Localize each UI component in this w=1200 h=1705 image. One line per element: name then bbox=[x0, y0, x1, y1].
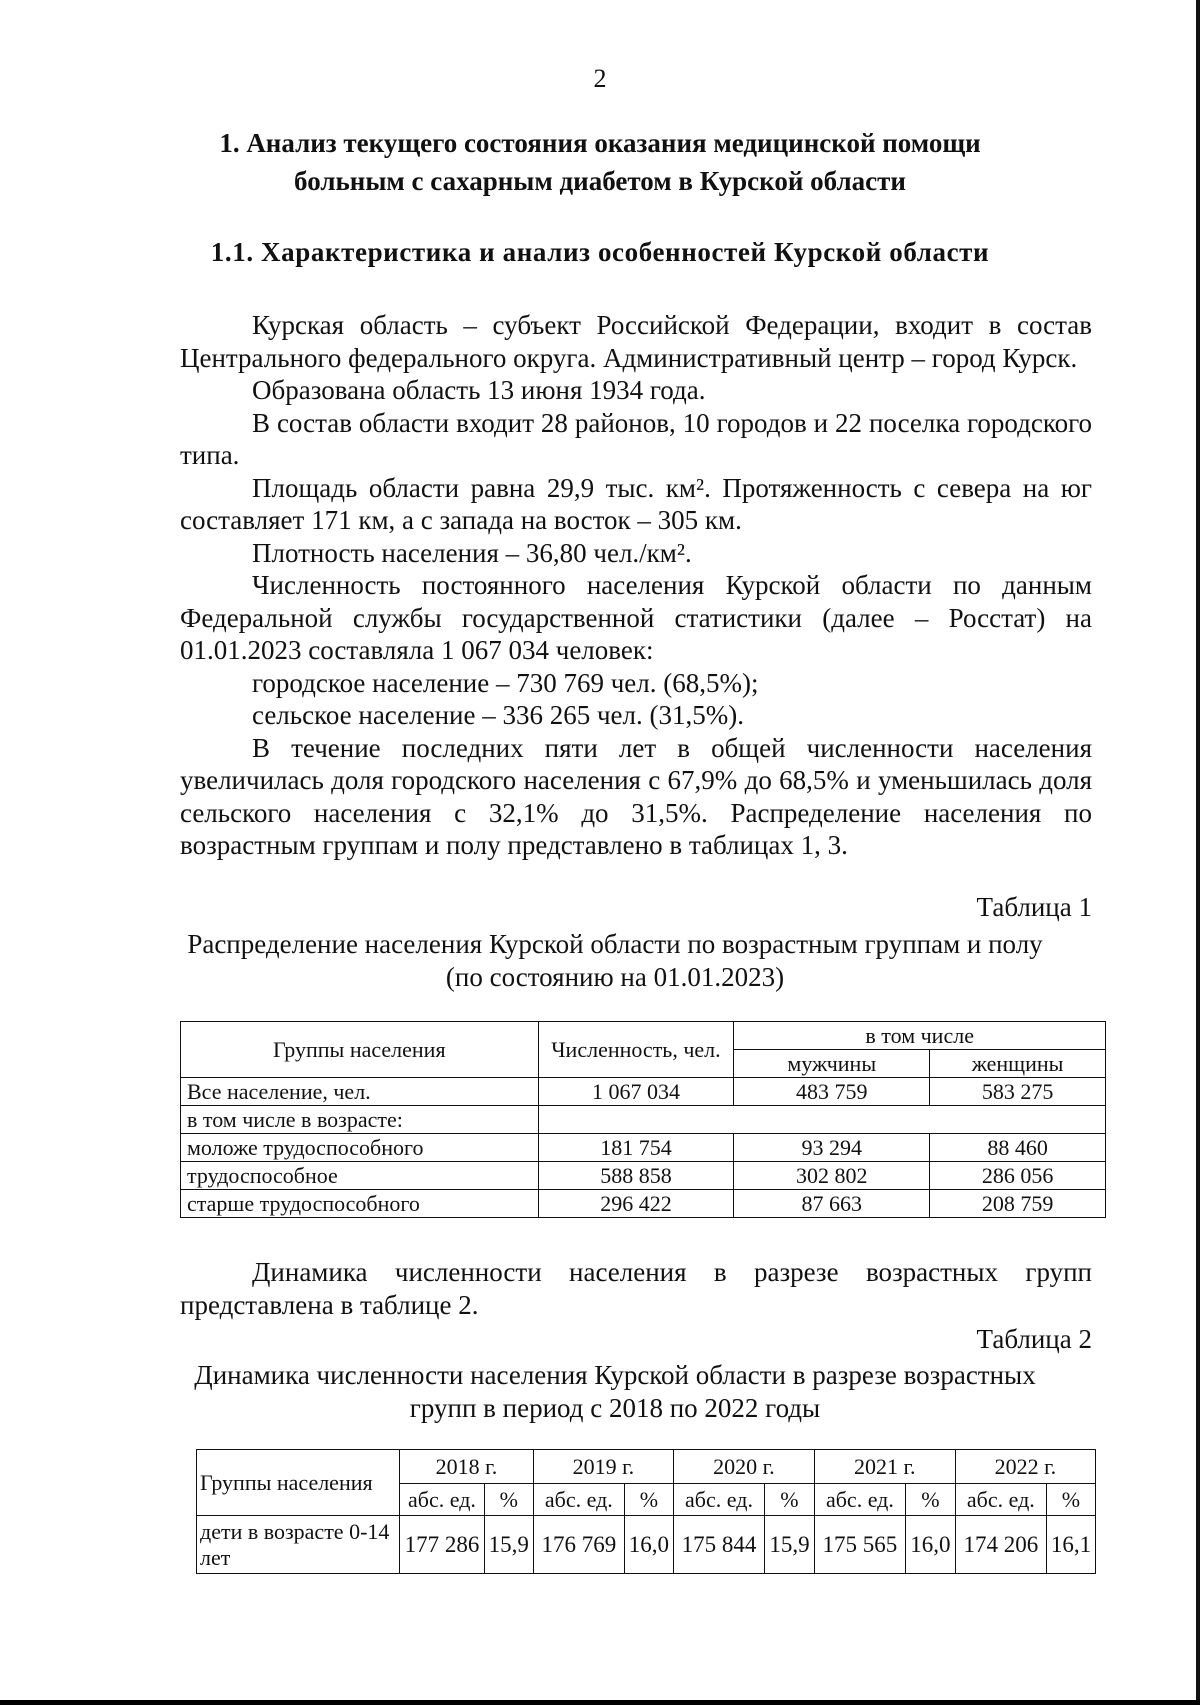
table-header-cell: абс. ед. bbox=[533, 1484, 624, 1516]
paragraph: Динамика численности населения в разрезе возрастных групп представлена в таблице 2. bbox=[180, 1257, 1092, 1320]
table-cell: 16,0 bbox=[906, 1516, 956, 1574]
table-cell: 483 759 bbox=[734, 1078, 930, 1106]
table-row bbox=[181, 1078, 1106, 1106]
table-cell: дети в возрасте 0-14 лет bbox=[197, 1516, 400, 1574]
table-header-cell: % bbox=[765, 1484, 815, 1516]
paragraph: Численность постоянного населения Курской области по данным Федеральной службы государственной статистики (далее – Росстат) на 01.01.2023 составляла 1 067 034 человек: bbox=[180, 570, 1092, 665]
scan-edge-bottom bbox=[0, 1700, 1200, 1705]
paragraph: Площадь области равна 29,9 тыс. км². Протяженность с севера на юг составляет 171 км, а с запада на восток – 305 км. bbox=[180, 472, 1092, 535]
table-cell: старше трудоспособного bbox=[181, 1190, 539, 1218]
table-header-cell: абс. ед. bbox=[673, 1484, 764, 1516]
section-heading-line-1: 1. Анализ текущего состояния оказания медицинской помощи bbox=[219, 128, 981, 158]
table-cell: 174 206 bbox=[955, 1516, 1046, 1574]
table-cell: 16,1 bbox=[1046, 1516, 1095, 1574]
paragraph: Образована область 13 июня 1934 года. bbox=[252, 375, 706, 405]
table-cell: 175 844 bbox=[673, 1516, 764, 1574]
table-cell: 15,9 bbox=[484, 1516, 533, 1574]
paragraph: городское население – 730 769 чел. (68,5%); bbox=[252, 667, 759, 698]
table-1-caption bbox=[150, 928, 1080, 994]
table-1-label: Таблица 1 bbox=[976, 892, 1092, 922]
table-cell: 176 769 bbox=[533, 1516, 624, 1574]
table-2-label: Таблица 2 bbox=[976, 1324, 1092, 1354]
scan-edge-right bbox=[1196, 0, 1200, 1705]
table-cell: трудоспособное bbox=[181, 1162, 539, 1190]
table-row bbox=[181, 1134, 1106, 1162]
table-cell: 583 275 bbox=[930, 1078, 1106, 1106]
table-header-cell: в том числе bbox=[734, 1022, 1106, 1050]
table-cell: 177 286 bbox=[400, 1516, 485, 1574]
table-cell: Все население, чел. bbox=[181, 1078, 539, 1106]
table-cell: 1 067 034 bbox=[538, 1078, 734, 1106]
table-cell: в том числе в возрасте: bbox=[181, 1106, 539, 1134]
table-cell: 286 056 bbox=[930, 1162, 1106, 1190]
table-2-caption-line-2: групп в период с 2018 по 2022 годы bbox=[409, 1393, 821, 1423]
table-header-cell: % bbox=[484, 1484, 533, 1516]
table-1-caption-line-2: (по состоянию на 01.01.2023) bbox=[445, 962, 785, 992]
table-cell: 16,0 bbox=[624, 1516, 673, 1574]
age-dynamics-table bbox=[196, 1449, 1096, 1574]
table-header-cell: 2019 г. bbox=[533, 1450, 673, 1484]
body-text-middle bbox=[180, 1256, 1092, 1321]
table-header-cell: абс. ед. bbox=[814, 1484, 905, 1516]
table-header-cell: 2018 г. bbox=[400, 1450, 534, 1484]
table-cell: 302 802 bbox=[734, 1162, 930, 1190]
paragraph: В состав области входит 28 районов, 10 городов и 22 поселка городского типа. bbox=[180, 407, 1092, 470]
table-header-cell: абс. ед. bbox=[955, 1484, 1046, 1516]
table-header-cell: 2020 г. bbox=[673, 1450, 814, 1484]
table-cell: 93 294 bbox=[734, 1134, 930, 1162]
table-header-cell: Группы населения bbox=[197, 1450, 400, 1516]
subsection-heading: 1.1. Характеристика и анализ особенностей Курской области bbox=[210, 237, 990, 267]
table-header-cell: 2022 г. bbox=[955, 1450, 1095, 1484]
section-heading-line-2: больным с сахарным диабетом в Курской области bbox=[294, 166, 906, 196]
table-2-caption-line-1: Динамика численности населения Курской области в разрезе возрастных bbox=[194, 1360, 1036, 1390]
table-1-caption-line-1: Распределение населения Курской области по возрастным группам и полу bbox=[187, 929, 1043, 959]
table-row bbox=[181, 1162, 1106, 1190]
table-header-cell: абс. ед. bbox=[400, 1484, 485, 1516]
table-header-cell: 2021 г. bbox=[814, 1450, 955, 1484]
table-row bbox=[181, 1106, 1106, 1134]
paragraph: Плотность населения – 36,80 чел./км². bbox=[252, 537, 692, 568]
table-row bbox=[181, 1190, 1106, 1218]
table-header-cell: мужчины bbox=[734, 1050, 930, 1078]
section-heading bbox=[150, 124, 1050, 200]
table-cell: 588 858 bbox=[538, 1162, 734, 1190]
table-cell: 175 565 bbox=[814, 1516, 905, 1574]
table-header-cell: Численность, чел. bbox=[538, 1022, 734, 1078]
table-header-cell: % bbox=[1046, 1484, 1095, 1516]
table-2-caption bbox=[150, 1359, 1080, 1425]
paragraph: Курская область – субъект Российской Федерации, входит в состав Центрального федерального округа. Административный центр – город Курск. bbox=[180, 310, 1092, 373]
table-header-cell: Группы населения bbox=[181, 1022, 539, 1078]
table-header-cell: % bbox=[906, 1484, 956, 1516]
table-header-cell: % bbox=[624, 1484, 673, 1516]
page-number: 2 bbox=[593, 64, 607, 93]
table-cell: 88 460 bbox=[930, 1134, 1106, 1162]
paragraph: В течение последних пяти лет в общей численности населения увеличилась доля городского населения с 67,9% до 68,5% и уменьшилась доля сельского населения с 32,1% до 31,5%. Распределение населения по возрастным группам и полу представлено в таблицах 1, 3. bbox=[180, 732, 1092, 860]
population-table bbox=[180, 1021, 1106, 1218]
body-text-top bbox=[180, 309, 1092, 862]
table-cell: 296 422 bbox=[538, 1190, 734, 1218]
table-cell: 87 663 bbox=[734, 1190, 930, 1218]
table-cell bbox=[538, 1106, 1105, 1134]
table-cell: моложе трудоспособного bbox=[181, 1134, 539, 1162]
table-header-cell: женщины bbox=[930, 1050, 1106, 1078]
table-cell: 208 759 bbox=[930, 1190, 1106, 1218]
table-cell: 15,9 bbox=[765, 1516, 815, 1574]
table-cell: 181 754 bbox=[538, 1134, 734, 1162]
table-row bbox=[197, 1516, 1096, 1574]
paragraph: сельское население – 336 265 чел. (31,5%). bbox=[252, 700, 744, 730]
